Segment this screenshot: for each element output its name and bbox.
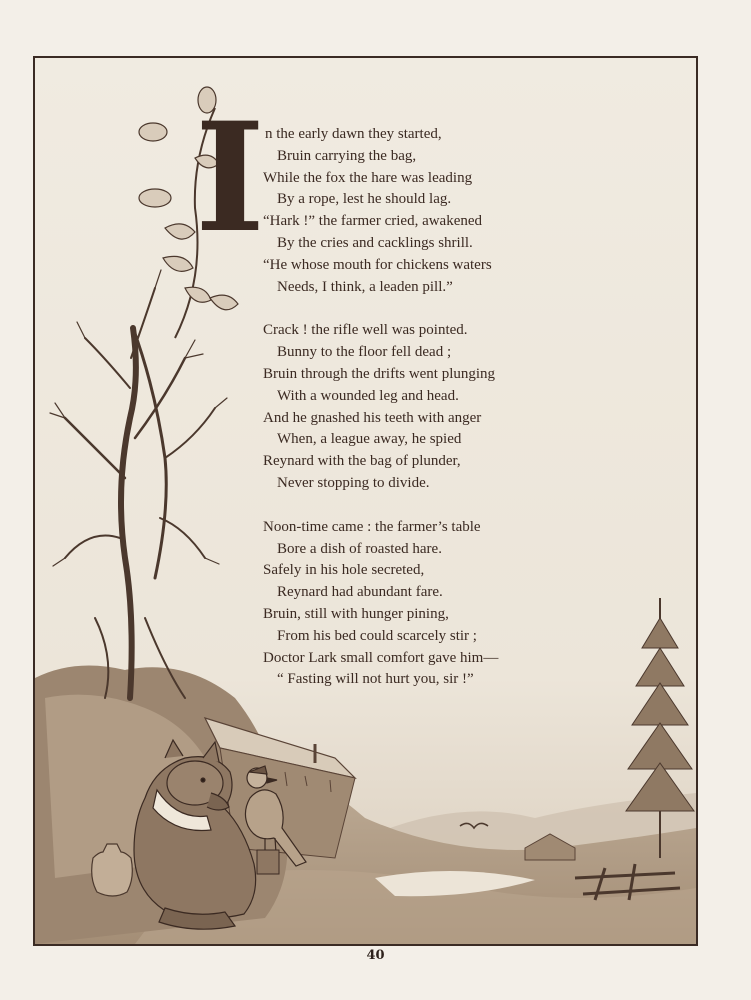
poem-line: By the cries and cacklings shrill.: [277, 234, 473, 251]
poem-line: Safely in his hole secreted,: [263, 562, 425, 579]
poem-line: “ Fasting will not hurt you, sir !”: [277, 671, 474, 688]
poem-line: Needs, I think, a leaden pill.”: [277, 278, 453, 295]
poem-line: When, a league away, he spied: [277, 431, 462, 448]
poem-line: Bunny to the floor fell dead ;: [277, 344, 452, 361]
poem-line: By a rope, lest he should lag.: [277, 191, 452, 208]
poem-line: From his bed could scarcely stir ;: [277, 627, 477, 644]
poem-line: Reynard had abundant fare.: [277, 584, 443, 601]
poem-line: Crack ! the rifle well was pointed.: [263, 322, 468, 339]
drop-cap-letter-I: [194, 80, 266, 270]
poem-line: Bruin, still with hunger pining,: [263, 605, 449, 622]
poem-line: While the fox the hare was leading: [263, 169, 473, 186]
stump: [257, 850, 279, 874]
stanza: [263, 320, 593, 494]
poem-line: Reynard with the bag of plunder,: [263, 453, 461, 470]
poem-line: Bruin through the drifts went plunging: [263, 365, 496, 382]
svg-text:I: I: [194, 90, 266, 266]
poem-line: “Hark !” the farmer cried, awakened: [263, 213, 483, 230]
poem-line: “He whose mouth for chickens waters: [263, 256, 492, 273]
poem-line: With a wounded leg and head.: [277, 387, 459, 404]
poem: [263, 124, 593, 691]
stanza: [263, 517, 593, 691]
poem-line: Never stopping to divide.: [277, 474, 430, 491]
stanza: [263, 124, 593, 298]
poem-line: Doctor Lark small comfort gave him—: [263, 649, 499, 666]
illustration-frame: [33, 56, 698, 946]
poem-line: And he gnashed his teeth with anger: [263, 409, 482, 426]
poem-line: n the early dawn they started,: [265, 126, 442, 142]
poem-line: Bruin carrying the bag,: [277, 147, 417, 164]
poem-line: Bore a dish of roasted hare.: [277, 540, 442, 557]
page-number: 40: [366, 948, 385, 963]
poem-line: Noon-time came : the farmer’s table: [263, 518, 481, 535]
